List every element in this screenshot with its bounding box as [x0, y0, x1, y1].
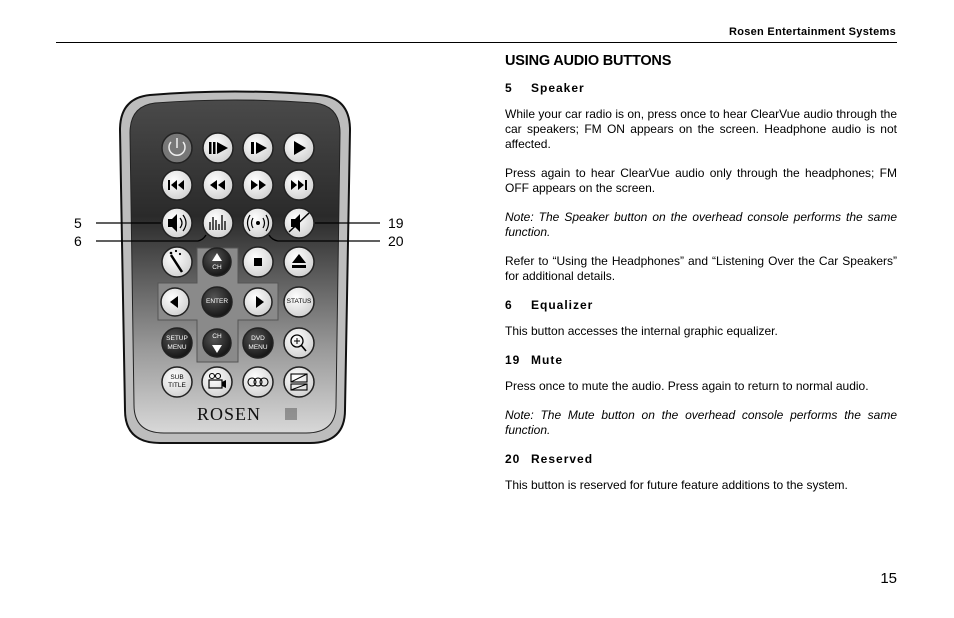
dvd-menu-label: MENU — [248, 344, 268, 351]
callout-6: 6 — [74, 233, 82, 249]
section-title: USING AUDIO BUTTONS — [505, 53, 672, 69]
item-title: Mute — [531, 353, 563, 367]
paragraph: This button is reserved for future feature additions to the system. — [505, 478, 848, 492]
audio-language-button — [243, 367, 273, 397]
header-company: Rosen Entertainment Systems — [728, 26, 896, 38]
paragraph: Press once to mute the audio. Press again to return to normal audio. — [505, 379, 869, 393]
stop-button — [243, 247, 273, 277]
reserved-button — [243, 208, 273, 238]
rewind-button — [203, 170, 233, 200]
previous-track-button — [162, 170, 192, 200]
page-number: 15 — [880, 570, 897, 587]
status-label: STATUS — [286, 298, 312, 305]
channel-up-button — [203, 248, 231, 276]
item-number: 19 — [505, 353, 521, 367]
item-title: Reserved — [531, 452, 594, 466]
item-heading-mute — [505, 353, 897, 368]
subtitle-button — [162, 367, 192, 397]
note: Note: The Speaker button on the overhead console performs the same function. — [505, 210, 897, 239]
item-number: 6 — [505, 298, 513, 312]
mute-button — [284, 208, 314, 238]
setup-menu-label: MENU — [167, 344, 187, 351]
step-button — [243, 133, 273, 163]
paragraph: Press again to hear ClearVue audio only through the headphones; FM OFF appears on the screen. — [505, 166, 897, 195]
setup-label: SETUP — [166, 335, 188, 342]
brand-logo: ROSEN — [196, 404, 261, 424]
item-number: 5 — [505, 81, 513, 95]
callout-19: 19 — [388, 215, 404, 231]
item-heading-equalizer — [505, 298, 897, 313]
zoom-cursor-button — [162, 247, 192, 277]
right-arrow-button — [244, 288, 272, 316]
play-button — [284, 133, 314, 163]
text-column — [505, 54, 897, 507]
paragraph: Refer to “Using the Headphones” and “Listening Over the Car Speakers” for additional details. — [505, 254, 897, 283]
equalizer-button — [203, 208, 233, 238]
status-button — [284, 287, 314, 317]
dvd-menu-button — [243, 328, 273, 358]
speaker-button — [162, 208, 192, 238]
camera-angle-button — [202, 367, 232, 397]
dvd-label: DVD — [251, 335, 265, 342]
enter-button — [202, 287, 232, 317]
zoom-button — [284, 328, 314, 358]
item-heading-reserved — [505, 452, 897, 467]
ch-down-label: CH — [212, 333, 222, 340]
callout-20: 20 — [388, 233, 404, 249]
enter-label: ENTER — [205, 298, 229, 305]
paragraph: This button accesses the internal graphic equalizer. — [505, 324, 778, 338]
fast-forward-button — [243, 170, 273, 200]
channel-down-button — [203, 329, 231, 357]
item-title: Equalizer — [531, 298, 594, 312]
left-arrow-button — [161, 288, 189, 316]
power-button — [162, 133, 192, 163]
setup-menu-button — [162, 328, 192, 358]
item-number: 20 — [505, 452, 521, 466]
callout-5: 5 — [74, 215, 82, 231]
next-track-button — [284, 170, 314, 200]
sub-label: SUB — [170, 374, 184, 381]
note: Note: The Mute button on the overhead console performs the same function. — [505, 408, 897, 437]
pause-play-button — [203, 133, 233, 163]
item-heading-speaker — [505, 81, 897, 96]
title-label: TITLE — [168, 382, 186, 389]
display-mode-button — [284, 367, 314, 397]
ch-up-label: CH — [212, 264, 222, 271]
item-title: Speaker — [531, 81, 585, 95]
eject-button — [284, 247, 314, 277]
paragraph: While your car radio is on, press once to hear ClearVue audio through the car speakers; FM ON appears on the screen. Headphone audio is not affected. — [505, 107, 897, 151]
